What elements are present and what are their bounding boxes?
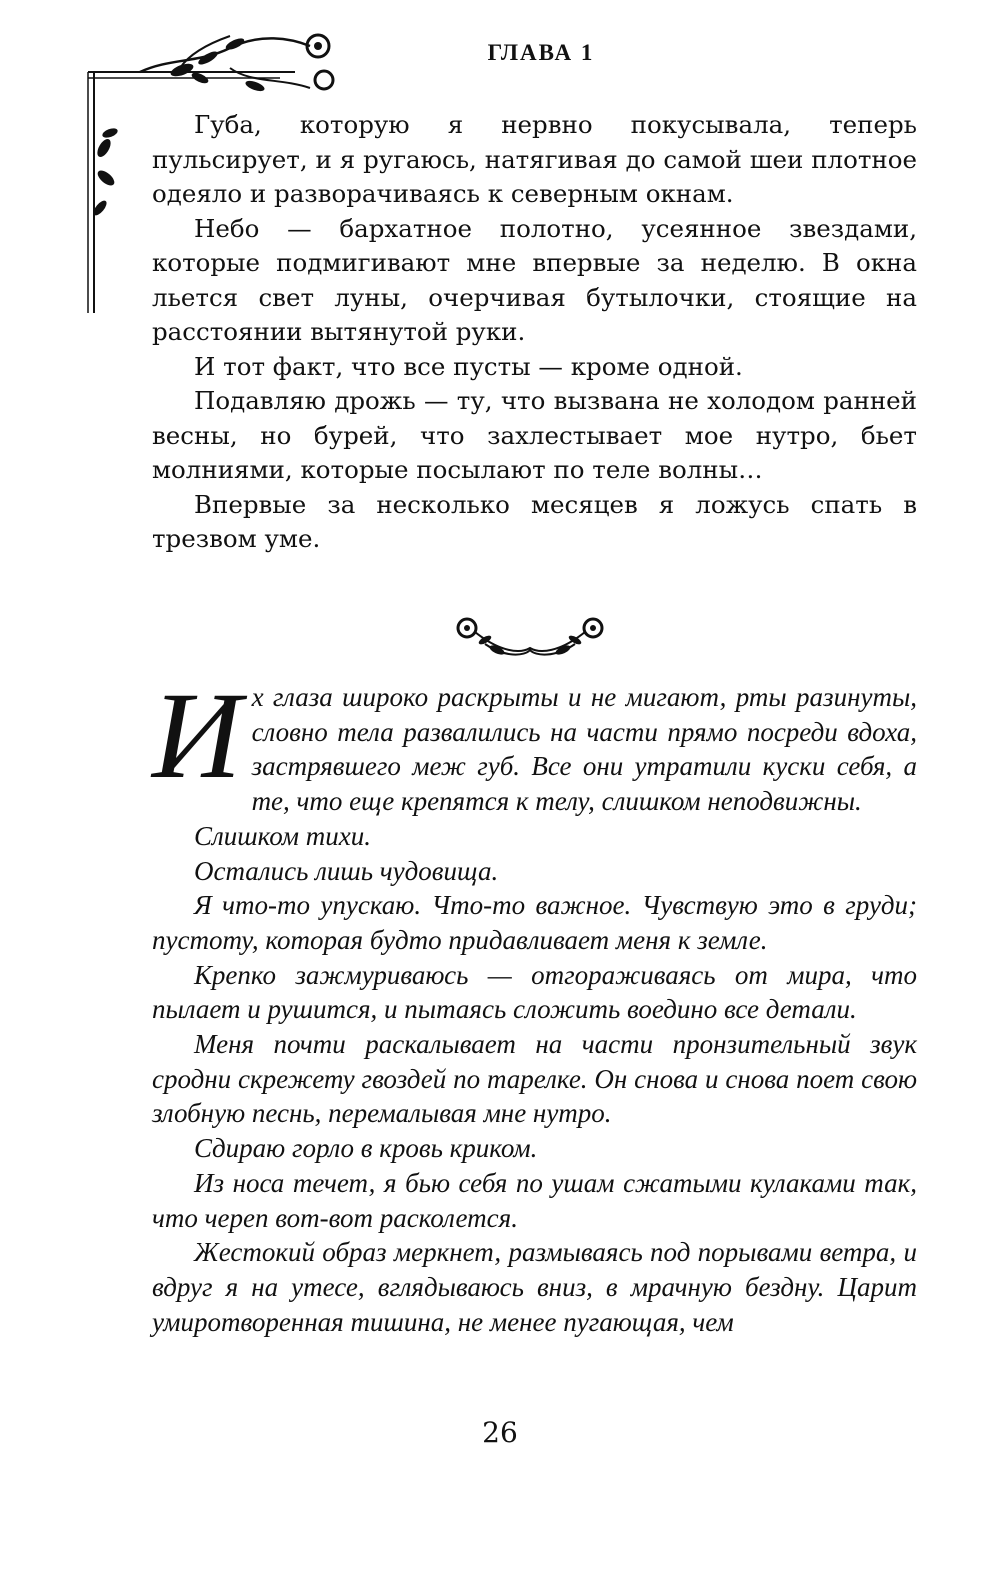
paragraph: Из носа течет, я бью себя по ушам сжатыми кулаками так, что череп вот-вот расколется. [152, 1167, 917, 1233]
chapter-header [0, 40, 1000, 66]
paragraph: Сдираю горло в кровь криком. [194, 1133, 538, 1164]
drop-cap: И [152, 667, 242, 804]
paragraph: Жестокий образ меркнет, размываясь под порывами ветра, и вдруг я на утесе, вглядываюсь вниз, в мрачную бездну. Царит умиротворенная тишина, не менее пугающая, чем [152, 1237, 917, 1337]
paragraph: Я что-то упускаю. Что-то важное. Чувствую это в груди; пустоту, которая будто придавливает меня к земле. [152, 890, 917, 955]
paragraph: Остались лишь чудовища. [194, 855, 499, 886]
body-text-section-2 [152, 667, 917, 1339]
paragraph: Подавляю дрожь — ту, что вызвана не холодом ранней весны, но бурей, что захлестывает мое нутро, бьет молниями, которые посылают по теле волны… [152, 386, 917, 484]
paragraph: Небо — бархатное полотно, усеянное звездами, которые подмигивают мне впервые за неделю. В окна льется свет луны, очерчивая бутылочки, стоящие на расстоянии вытянутой руки. [152, 213, 917, 346]
body-text-section-1 [152, 108, 917, 557]
floral-divider-icon [445, 610, 615, 662]
paragraph: Крепко зажмуриваюсь — отгораживаясь от мира, что пылает и рушится, и пытаясь сложить воедино все детали. [152, 959, 917, 1025]
paragraph: Губа, которую я нервно покусывала, теперь пульсирует, и я ругаюсь, натягивая до самой шеи плотное одеяло и разворачиваясь к северным окнам. [152, 110, 917, 208]
page-number: 26 [482, 1416, 518, 1449]
paragraph: Слишком тихи. [194, 820, 371, 851]
paragraph: И тот факт, что все пусты — кроме одной. [194, 351, 743, 381]
paragraph [152, 667, 917, 819]
paragraph: Меня почти раскалывает на части пронзительный звук сродни скрежету гвоздей по тарелке. Он снова и снова поет свою злобную песнь, перемалывая мне нутро. [152, 1029, 917, 1129]
paragraph-text: х глаза широко раскрыты и не мигают, рты разинуты, словно тела развалились на части прямо посреди вдоха, застрявшего меж губ. Все они утратили куски себя, а те, что еще крепятся к телу, слишком неподвижны. [251, 682, 917, 817]
chapter-title: ГЛАВА 1 [487, 40, 595, 65]
paragraph: Впервые за несколько месяцев я ложусь спать в трезвом уме. [152, 489, 917, 553]
